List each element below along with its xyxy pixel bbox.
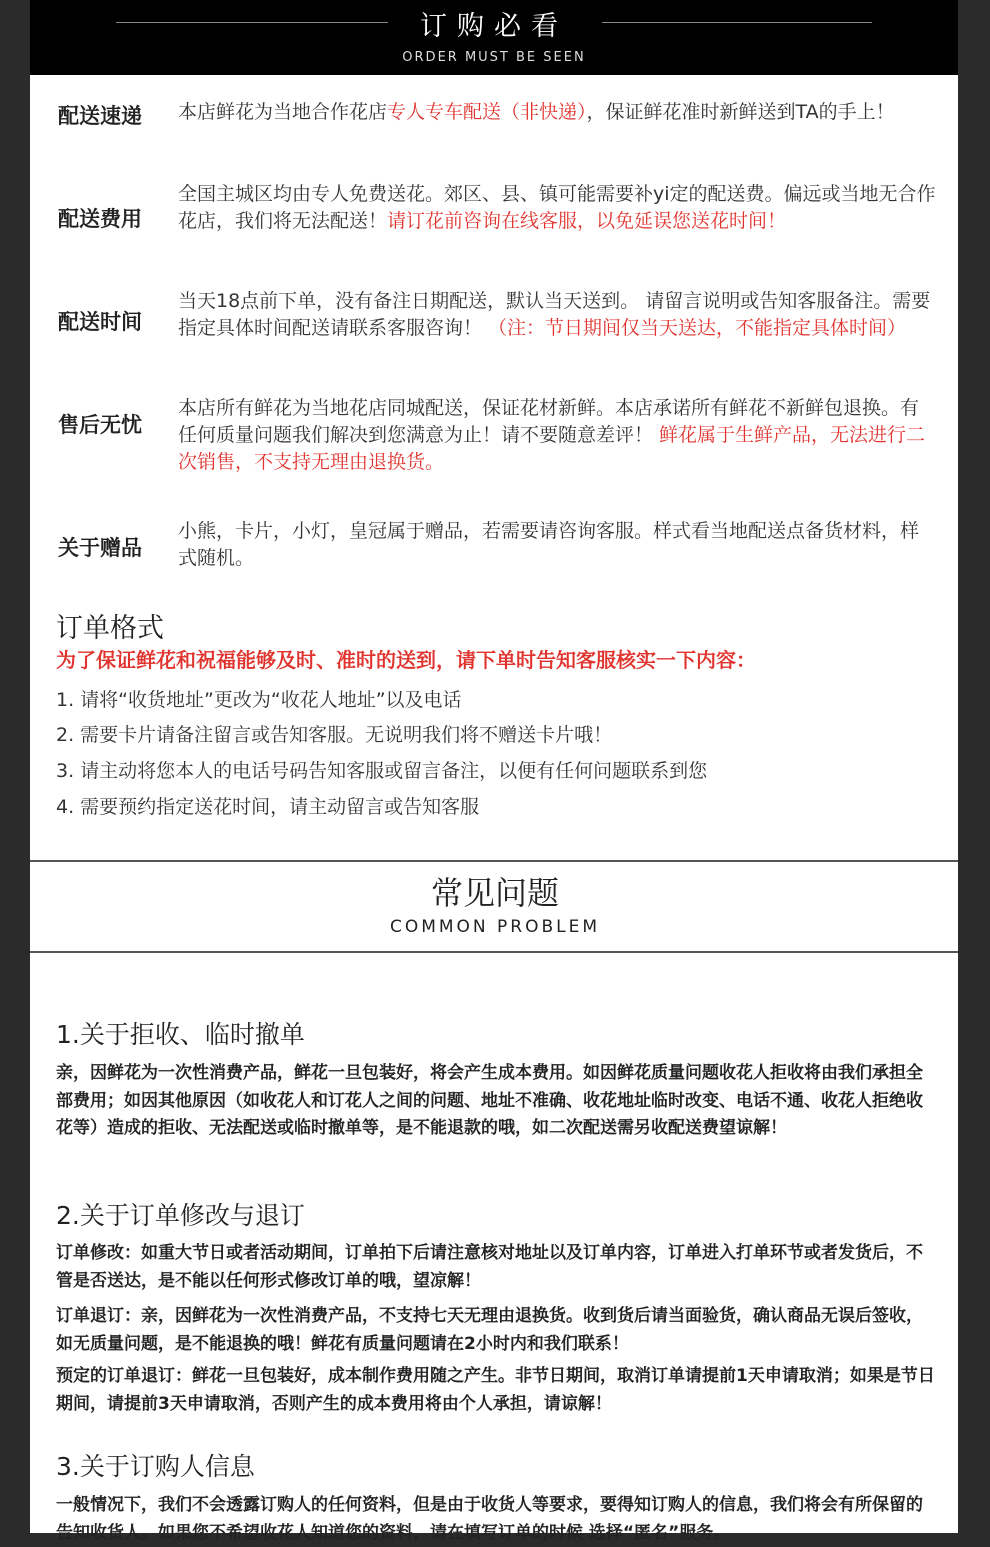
row-label-gifts: 关于赠品 (58, 536, 142, 560)
faq-paragraph: 亲，因鲜花为一次性消费产品，鲜花一旦包装好，将会产生成本费用。如因鲜花质量问题收花人拒收将由我们承担全部费用；如因其他原因（如收花人和订花人之间的问题、地址不准确、收花地址临时改变、电话不通、收花人拒绝收花等）造成的拒收、无法配送或临时撤单等，是不能退款的哦，如二次配送需另收配送费望谅解！ (56, 1063, 923, 1138)
row-text-delivery (178, 99, 918, 126)
row-label-fee: 配送费用 (58, 207, 142, 231)
row-text-part: 小熊，卡片，小灯，皇冠属于赠品，若需要请咨询客服。样式看当地配送点备货材料，样式随机。 (178, 520, 920, 569)
row-text-part: 本店所有鲜花为当地花店同城配送，保证花材新鲜。本店承诺所有鲜花不新鲜包退换。有任何质量问题我们解决到您满意为止！请不要随意差评！ (178, 397, 920, 446)
row-text-part-red: 请订花前咨询在线客服，以免延误您送花时间！ (387, 210, 787, 232)
row-text-part-red: 专人专车配送（非快递） (387, 101, 587, 123)
section-divider (30, 951, 958, 953)
row-label-aftersale: 售后无忧 (58, 413, 142, 437)
row-text-part-red: 鲜花属于生鲜产品，无法进行二次销售，不支持无理由退换货。 (178, 424, 926, 473)
common-problem-title: 常见问题 (430, 874, 559, 912)
page-title: 订购必看 (420, 11, 568, 42)
order-format-notice: 为了保证鲜花和祝福能够及时、准时的送到，请下单时告知客服核实一下内容： (56, 648, 756, 672)
faq-paragraph: 一般情况下，我们不会透露订购人的任何资料，但是由于收货人等要求，要得知订购人的信息，我们将会有所保留的告知收货人。如果您不希望收花人知道您的资料，请在填写订单的时候 选择“匿名”服务。 (56, 1495, 923, 1543)
section-divider (30, 860, 958, 862)
page-subtitle: ORDER MUST BE SEEN (402, 50, 586, 65)
order-format-item: 2. 需要卡片请备注留言或告知客服。无说明我们将不赠送卡片哦！ (56, 724, 613, 746)
page-header (30, 0, 958, 75)
faq-title: 1.关于拒收、临时撤单 (56, 1020, 305, 1049)
order-format-title: 订单格式 (56, 613, 164, 644)
row-label-time: 配送时间 (58, 310, 142, 334)
order-format-item: 4. 需要预约指定送花时间，请主动留言或告知客服 (56, 796, 480, 818)
row-text-time (178, 288, 938, 342)
row-text-fee (178, 181, 938, 235)
faq-paragraph: 订单退订：亲，因鲜花为一次性消费产品，不支持七天无理由退换货。收到货后请当面验货，确认商品无误后签收，如无质量问题，是不能退换的哦！鲜花有质量问题请在2小时内和我们联系！ (56, 1306, 923, 1354)
faq-paragraph: 预定的订单退订：鲜花一旦包装好，成本制作费用随之产生。非节日期间，取消订单请提前1天申请取消；如果是节日期间，请提前3天申请取消，否则产生的成本费用将由个人承担，请谅解！ (56, 1366, 935, 1414)
row-label-delivery: 配送速递 (58, 104, 142, 128)
faq-title: 2.关于订单修改与退订 (56, 1201, 305, 1230)
row-text-part: 当天18点前下单，没有备注日期配送，默认当天送到。 请留言说明或告知客服备注。需要指定具体时间配送请联系客服咨询！ (178, 290, 931, 339)
common-problem-subtitle: COMMON PROBLEM (389, 917, 601, 937)
order-format-item: 3. 请主动将您本人的电话号码告知客服或留言备注，以便有任何问题联系到您 (56, 760, 708, 782)
row-text-gifts (178, 518, 928, 572)
row-text-part-red: （注：节日期间仅当天送达，不能指定具体时间） (488, 317, 907, 339)
faq-title: 3.关于订购人信息 (56, 1452, 255, 1481)
row-text-aftersale (178, 395, 928, 476)
row-text-part: 本店鲜花为当地合作花店 (178, 101, 388, 123)
row-text-part: 全国主城区均由专人免费送花。郊区、县、镇可能需要补yi定的配送费。偏远或当地无合作花店，我们将无法配送！ (178, 183, 936, 232)
order-format-item: 1. 请将“收货地址”更改为“收花人地址”以及电话 (56, 689, 462, 711)
faq-paragraph: 订单修改：如重大节日或者活动期间，订单拍下后请注意核对地址以及订单内容，订单进入打单环节或者发货后，不管是否送达，是不能以任何形式修改订单的哦，望凉解！ (56, 1243, 923, 1291)
row-text-part: ，保证鲜花准时新鲜送到TA的手上！ (586, 101, 895, 123)
